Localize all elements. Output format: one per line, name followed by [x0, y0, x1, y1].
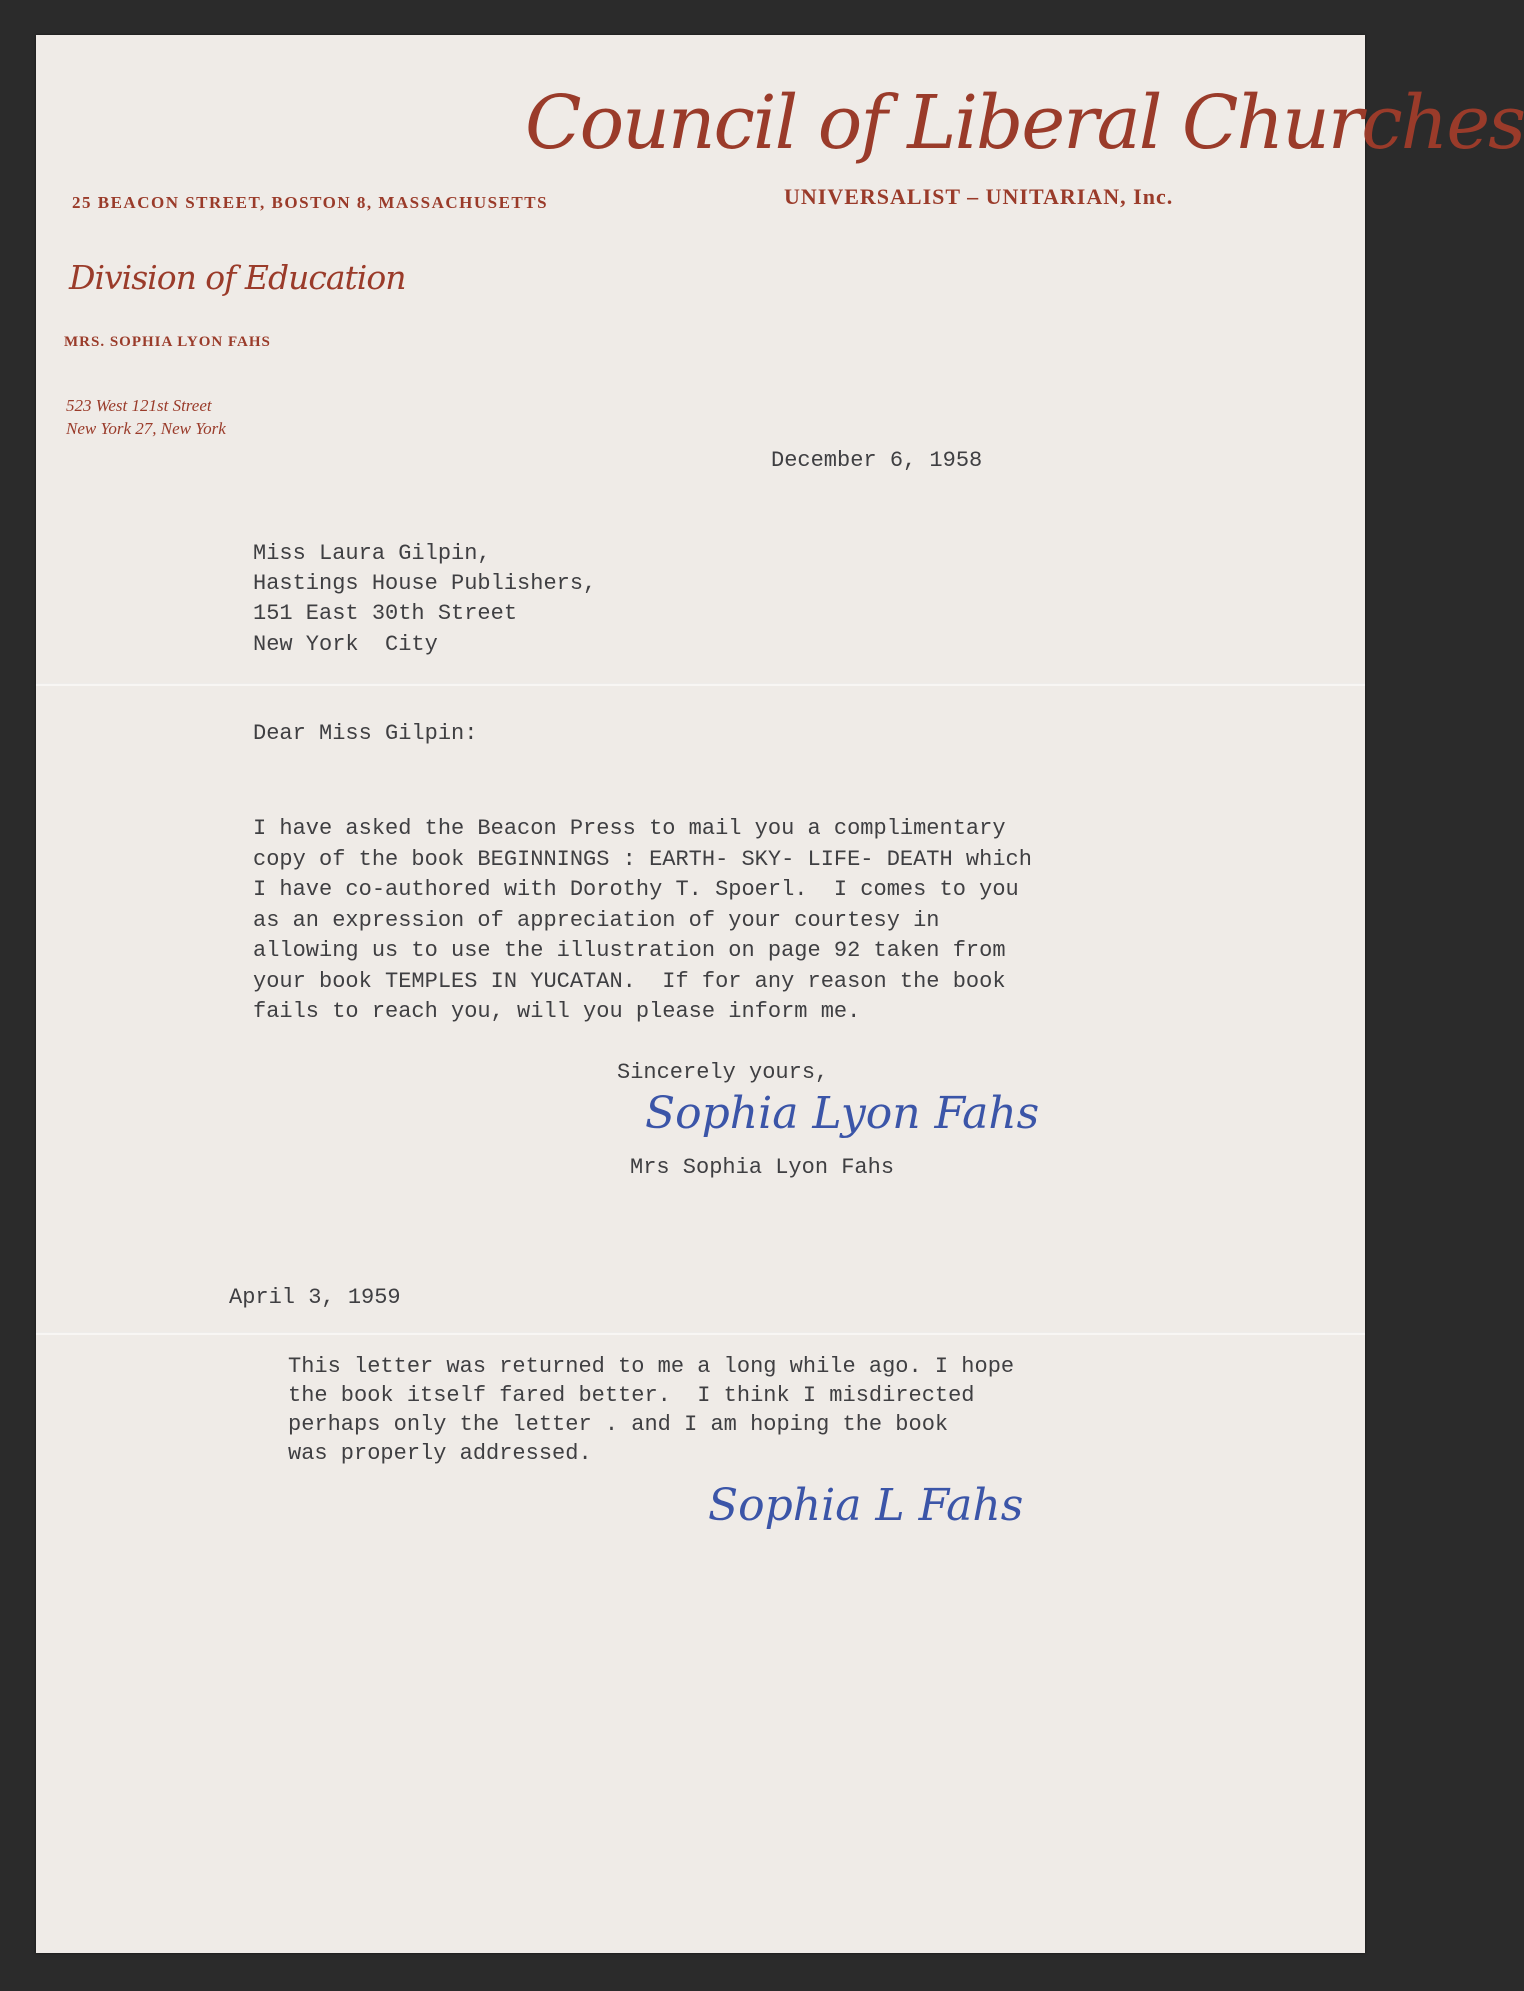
postscript-date: April 3, 1959 [229, 1285, 401, 1310]
sender-address-line-2: New York 27, New York [66, 419, 226, 438]
body-line: I have asked the Beacon Press to mail you a complimentary [253, 816, 1006, 841]
sender-address-line-1: 523 West 121st Street [66, 396, 212, 415]
letter-date: December 6, 1958 [771, 448, 983, 473]
body-line: as an expression of appreciation of your courtesy in [253, 908, 940, 933]
body-line: copy of the book BEGINNINGS : EARTH- SKY- LIFE- DEATH which [253, 847, 1032, 872]
recipient-line: 151 East 30th Street [253, 601, 518, 626]
recipient-line: New York City [253, 632, 438, 657]
postscript-signature: Sophia L Fahs [708, 1480, 1024, 1531]
organization-title: Council of Liberal Churches [525, 80, 1524, 166]
postscript-line: This letter was returned to me a long while ago. I hope [288, 1354, 1015, 1379]
closing: Sincerely yours, [617, 1060, 829, 1085]
salutation: Dear Miss Gilpin: [253, 721, 478, 746]
postscript-line: perhaps only the letter . and I am hoping the book [288, 1412, 949, 1437]
body-line: fails to reach you, will you please inform me. [253, 999, 861, 1024]
fold-line-top [36, 683, 1365, 686]
body-line: your book TEMPLES IN YUCATAN. If for any reason the book [253, 969, 1006, 994]
handwritten-signature: Sophia Lyon Fahs [645, 1088, 1040, 1139]
postscript-line: was properly addressed. [288, 1441, 592, 1466]
recipient-line: Miss Laura Gilpin, [253, 541, 491, 566]
postscript-line: the book itself fared better. I think I misdirected [288, 1383, 975, 1408]
organization-denomination: UNIVERSALIST – UNITARIAN, Inc. [784, 184, 1174, 209]
fold-line-bottom [36, 1332, 1365, 1335]
sender-name: MRS. SOPHIA LYON FAHS [64, 334, 271, 350]
body-line: allowing us to use the illustration on page 92 taken from [253, 938, 1006, 963]
body-line: I have co-authored with Dorothy T. Spoerl. I comes to you [253, 877, 1019, 902]
recipient-line: Hastings House Publishers, [253, 571, 597, 596]
division-title: Division of Education [69, 258, 406, 297]
organization-address: 25 BEACON STREET, BOSTON 8, MASSACHUSETTS [72, 193, 549, 212]
typed-name: Mrs Sophia Lyon Fahs [630, 1155, 895, 1180]
